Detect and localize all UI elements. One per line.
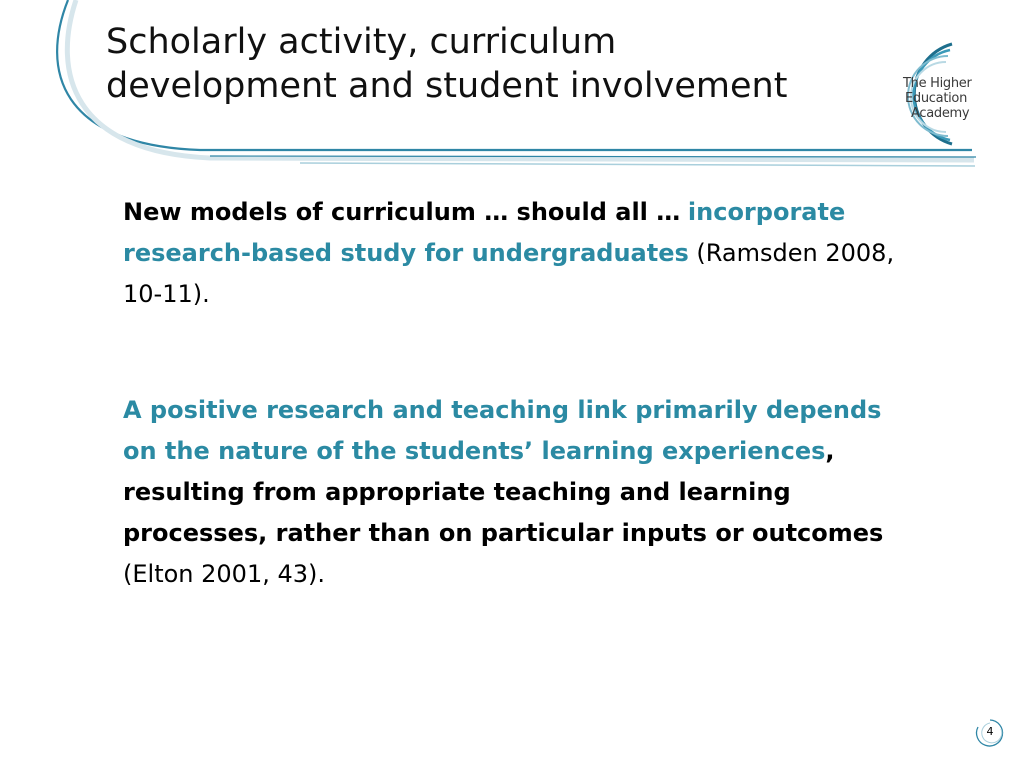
page-number-badge xyxy=(974,717,1006,749)
quote-ramsden xyxy=(123,192,923,315)
slide-title xyxy=(106,20,846,108)
quote-2-rest: , resulting from appropriate teaching and learning processes, rather than on particular inputs or outcomes xyxy=(123,437,884,547)
quote-elton xyxy=(123,390,923,595)
quote-2-highlight: A positive research and teaching link primarily depends on the nature of the students’ learning experiences xyxy=(123,396,882,465)
quote-2-citation: (Elton 2001, 43). xyxy=(123,560,325,588)
logo-line-1: The Higher xyxy=(903,76,972,91)
hea-logo-text xyxy=(903,76,1013,121)
page-number: 4 xyxy=(986,725,994,738)
slide-title-line-1: Scholarly activity, curriculum xyxy=(106,22,617,62)
logo-line-3: Academy xyxy=(911,106,970,121)
quote-1-highlight: incorporate research-based study for undergraduates xyxy=(123,198,846,267)
quote-1-lead: New models of curriculum … should all … xyxy=(123,198,681,226)
slide-title-line-2: development and student involvement xyxy=(106,66,788,106)
logo-line-2: Education xyxy=(905,91,968,106)
slide-body xyxy=(123,192,923,595)
quote-1-citation: (Ramsden 2008, 10-11). xyxy=(123,239,895,308)
